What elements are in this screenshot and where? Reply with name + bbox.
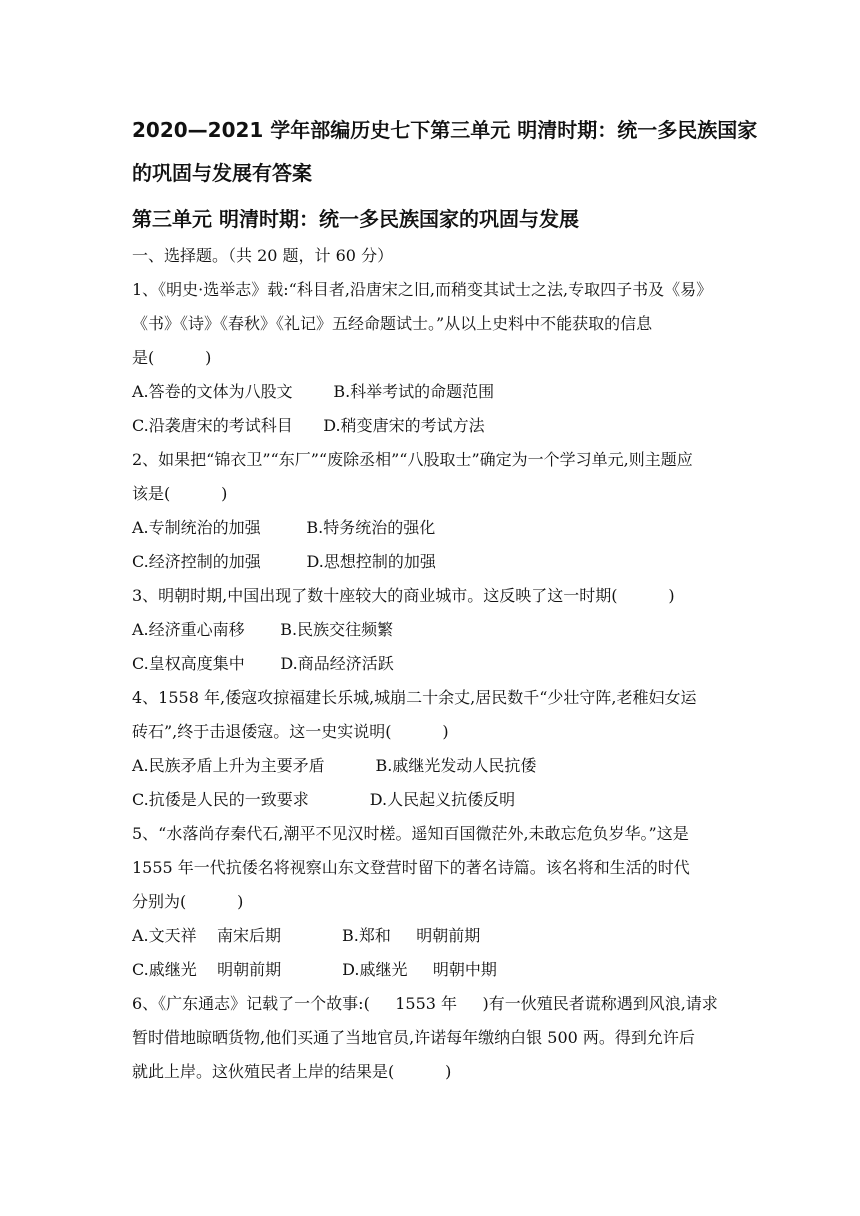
document-title-line-2: 的巩固与发展有答案 [132,161,312,185]
question-5-options-line-2: C.戚继光 明朝前期 D.戚继光 明朝中期 [132,960,497,979]
question-4-stem-line-1: 4、1558 年,倭寇攻掠福建长乐城,城崩二十余丈,居民数千“少壮守阵,老稚妇女运 [132,688,697,707]
question-5-stem-line-1: 5、“水落尚存秦代石,潮平不见汉时槎。遥知百国微茫外,未敢忘危负岁华。”这是 [132,824,689,843]
question-1-stem-line-2: 《书》《诗》《春秋》《礼记》五经命题试士。”从以上史料中不能获取的信息 [132,314,653,333]
question-6-stem-line-2: 暂时借地晾晒货物,他们买通了当地官员,许诺每年缴纳白银 500 两。得到允许后 [132,1028,695,1047]
question-1-stem-line-1: 1、《明史·选举志》载:“科目者,沿唐宋之旧,而稍变其试士之法,专取四子书及《易》 [132,280,713,299]
section-heading: 一、选择题。（共 20 题，计 60 分） [132,246,394,265]
question-2-options-line-1: A.专制统治的加强 B.特务统治的强化 [132,518,436,537]
question-4-options-line-2: C.抗倭是人民的一致要求 D.人民起义抗倭反明 [132,790,516,809]
question-2-options-line-2: C.经济控制的加强 D.思想控制的加强 [132,552,436,571]
question-5-options-line-1: A.文天祥 南宋后期 B.郑和 明朝前期 [132,926,481,945]
question-5-stem-line-3: 分别为( ) [132,892,244,911]
question-4-stem-line-2: 砖石”,终于击退倭寇。这一史实说明( ) [132,722,449,741]
question-3-options-line-2: C.皇权高度集中 D.商品经济活跃 [132,654,394,673]
question-5-stem-line-2: 1555 年一代抗倭名将视察山东文登营时留下的著名诗篇。该名将和生活的时代 [132,858,690,877]
question-3-stem-line-1: 3、明朝时期,中国出现了数十座较大的商业城市。这反映了这一时期( ) [132,586,675,605]
question-6-stem-line-3: 就此上岸。这伙殖民者上岸的结果是( ) [132,1062,452,1081]
unit-title: 第三单元 明清时期：统一多民族国家的巩固与发展 [132,207,579,231]
question-2-stem-line-2: 该是( ) [132,484,228,503]
question-1-stem-line-3: 是( ) [132,348,212,367]
question-4-options-line-1: A.民族矛盾上升为主要矛盾 B.戚继光发动人民抗倭 [132,756,537,775]
question-3-options-line-1: A.经济重心南移 B.民族交往频繁 [132,620,394,639]
question-2-stem-line-1: 2、如果把“锦衣卫”“东厂”“废除丞相”“八股取士”确定为一个学习单元,则主题应 [132,450,693,469]
document-title-line-1: 2020—2021 学年部编历史七下第三单元 明清时期：统一多民族国家 [132,118,758,142]
question-6-stem-line-1: 6、《广东通志》记载了一个故事:( 1553 年 )有一伙殖民者谎称遇到风浪,请求 [132,994,718,1013]
question-1-options-line-2: C.沿袭唐宋的考试科目 D.稍变唐宋的考试方法 [132,416,485,435]
question-1-options-line-1: A.答卷的文体为八股文 B.科举考试的命题范围 [132,382,495,401]
